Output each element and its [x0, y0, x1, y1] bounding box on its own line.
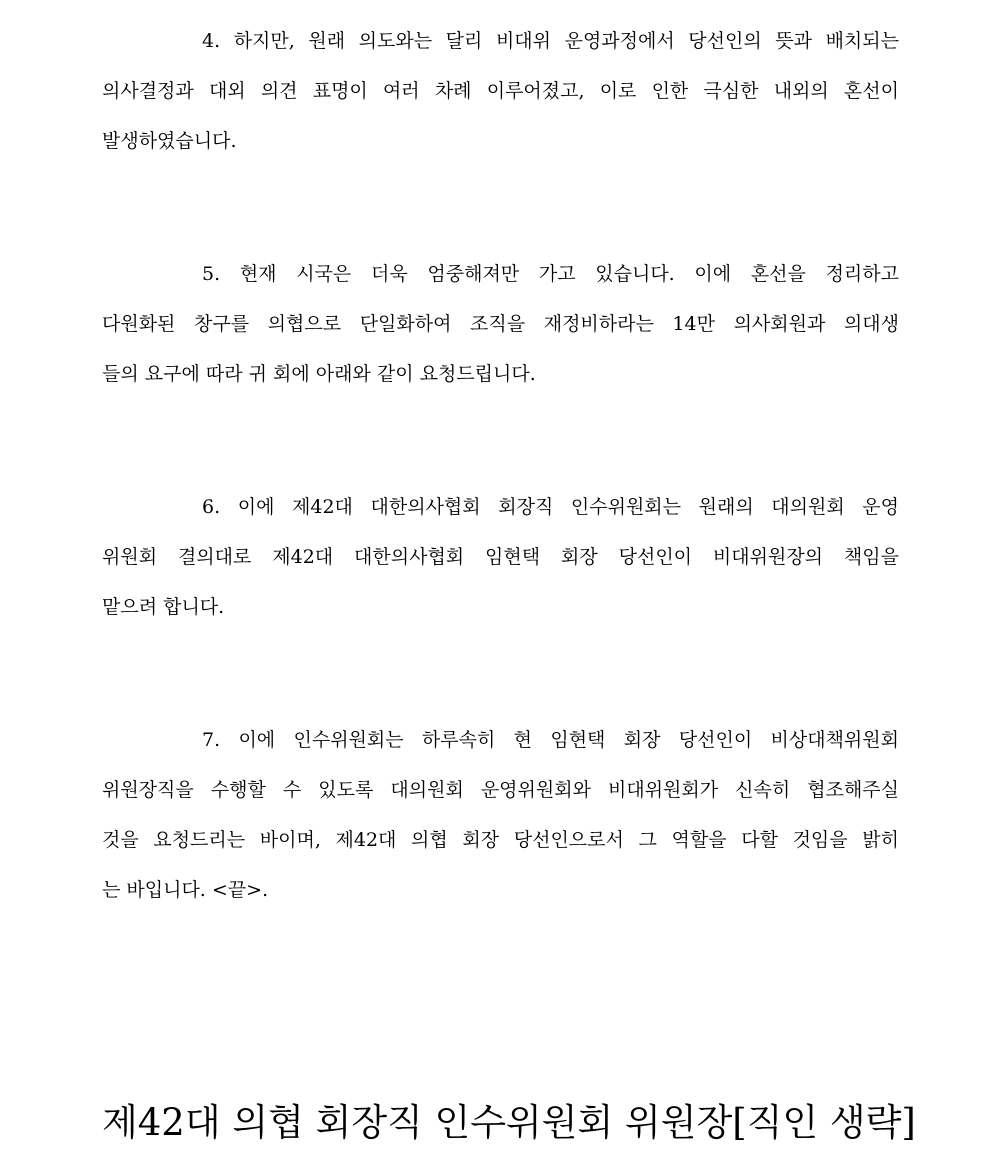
paragraph-line: 4. 하지만, 원래 의도와는 달리 비대위 운영과정에서 당선인의 뜻과 배치되는 — [202, 30, 899, 52]
paragraph-line: 7. 이에 인수위원회는 하루속히 현 임현택 회장 당선인이 비상대책위원회 — [202, 729, 899, 751]
paragraph-line: 다원화된 창구를 의협으로 단일화하여 조직을 재정비하라는 14만 의사회원과 의대생 — [102, 313, 899, 335]
signature-line: 제42대 의협 회장직 인수위원회 위원장[직인 생략] — [102, 1101, 916, 1144]
paragraph-5 — [102, 249, 899, 399]
paragraph-6 — [102, 482, 899, 632]
paragraph-7 — [102, 715, 899, 915]
paragraph-line: 위원장직을 수행할 수 있도록 대의원회 운영위원회와 비대위원회가 신속히 협조해주실 — [102, 779, 899, 801]
paragraph-line: 위원회 결의대로 제42대 대한의사협회 임현택 회장 당선인이 비대위원장의 책임을 — [102, 546, 899, 568]
paragraph-line: 의사결정과 대외 의견 표명이 여러 차례 이루어졌고, 이로 인한 극심한 내외의 혼선이 — [102, 80, 899, 102]
paragraph-line: 6. 이에 제42대 대한의사협회 회장직 인수위원회는 원래의 대의원회 운영 — [202, 496, 899, 518]
paragraph-line: 5. 현재 시국은 더욱 엄중해져만 가고 있습니다. 이에 혼선을 정리하고 — [202, 263, 899, 285]
paragraph-line: 것을 요청드리는 바이며, 제42대 의협 회장 당선인으로서 그 역할을 다할 것임을 밝히 — [102, 829, 899, 851]
paragraph-line: 는 바입니다. <끝>. — [102, 879, 269, 901]
paragraph-4 — [102, 16, 899, 166]
paragraph-line: 들의 요구에 따라 귀 회에 아래와 같이 요청드립니다. — [102, 363, 536, 385]
paragraph-line: 맡으려 합니다. — [102, 596, 225, 618]
paragraph-line: 발생하였습니다. — [102, 130, 237, 152]
